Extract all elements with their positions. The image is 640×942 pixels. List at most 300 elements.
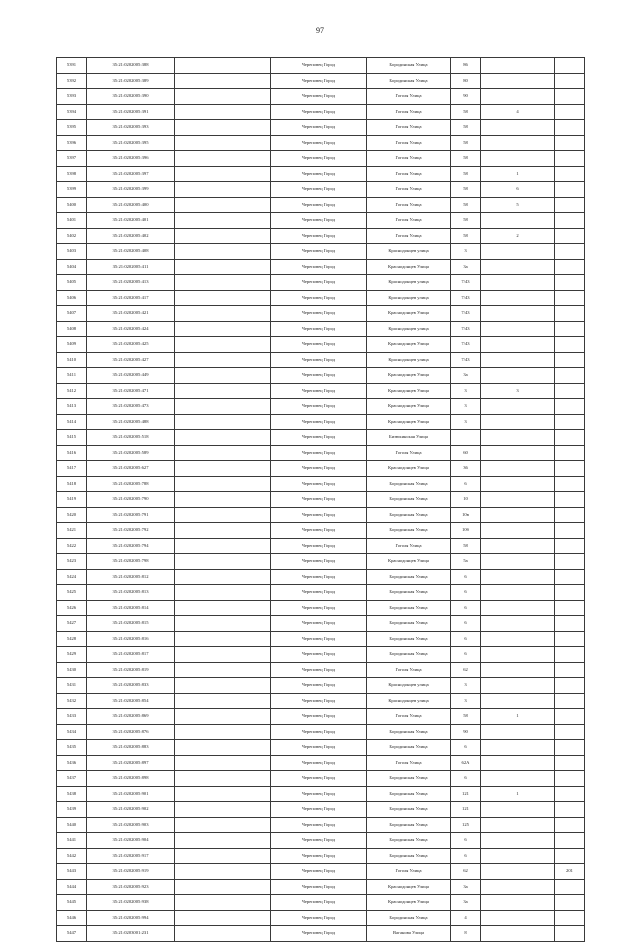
cell-house-number: 7/43 xyxy=(451,352,481,368)
table-row xyxy=(57,616,585,632)
table-row xyxy=(57,383,585,399)
cell-apartment: 201 xyxy=(555,864,585,880)
cell-house-number: 58 xyxy=(451,228,481,244)
cell-blank-cell xyxy=(175,368,271,384)
cell-cadastral-number: 35:21:0202005:883 xyxy=(87,740,175,756)
cell-cadastral-number: 35:21:0202005:790 xyxy=(87,492,175,508)
table-row xyxy=(57,554,585,570)
table-row xyxy=(57,337,585,353)
cell-cadastral-number: 35:21:0202005:994 xyxy=(87,910,175,926)
cell-street: Краснодонцев Улица xyxy=(367,895,451,911)
cell-cadastral-number: 35:21:0202005:391 xyxy=(87,104,175,120)
cell-street: Краснодонцев Улица xyxy=(367,306,451,322)
cell-building xyxy=(481,817,555,833)
cell-blank-cell xyxy=(175,802,271,818)
cell-building xyxy=(481,135,555,151)
cell-apartment xyxy=(555,368,585,384)
cell-record-number: 5408 xyxy=(57,321,87,337)
cell-house-number: 90 xyxy=(451,89,481,105)
table-row xyxy=(57,368,585,384)
cell-apartment xyxy=(555,926,585,942)
cell-building xyxy=(481,89,555,105)
cell-cadastral-number: 35:21:0202005:421 xyxy=(87,306,175,322)
cell-apartment xyxy=(555,631,585,647)
cell-cadastral-number: 35:21:0202005:488 xyxy=(87,414,175,430)
cell-blank-cell xyxy=(175,895,271,911)
cell-cadastral-number: 35:21:0202005:627 xyxy=(87,461,175,477)
cell-street: Краснодонцев улица xyxy=(367,693,451,709)
cell-blank-cell xyxy=(175,492,271,508)
table-row xyxy=(57,275,585,291)
cell-record-number: 5393 xyxy=(57,89,87,105)
cell-apartment xyxy=(555,275,585,291)
cell-blank-cell xyxy=(175,864,271,880)
cell-street: Бородинская Улица xyxy=(367,58,451,74)
cell-cadastral-number: 35:21:0202005:897 xyxy=(87,755,175,771)
cell-building xyxy=(481,616,555,632)
cell-record-number: 5406 xyxy=(57,290,87,306)
cell-settlement: Череповец Город xyxy=(271,693,367,709)
cell-settlement: Череповец Город xyxy=(271,492,367,508)
table-row xyxy=(57,58,585,74)
cell-cadastral-number: 35:21:0202005:788 xyxy=(87,476,175,492)
cell-house-number: 58 xyxy=(451,104,481,120)
cell-apartment xyxy=(555,166,585,182)
cell-record-number: 5446 xyxy=(57,910,87,926)
cell-building xyxy=(481,740,555,756)
cell-record-number: 5396 xyxy=(57,135,87,151)
cell-blank-cell xyxy=(175,182,271,198)
cell-record-number: 5434 xyxy=(57,724,87,740)
cell-record-number: 5414 xyxy=(57,414,87,430)
cell-building xyxy=(481,368,555,384)
cell-settlement: Череповец Город xyxy=(271,879,367,895)
cell-record-number: 5426 xyxy=(57,600,87,616)
cell-blank-cell xyxy=(175,771,271,787)
cell-house-number: 6 xyxy=(451,616,481,632)
cell-settlement: Череповец Город xyxy=(271,848,367,864)
cell-blank-cell xyxy=(175,662,271,678)
cell-house-number: 7/43 xyxy=(451,290,481,306)
cell-cadastral-number: 35:21:0202005:427 xyxy=(87,352,175,368)
cell-blank-cell xyxy=(175,693,271,709)
cell-street: Краснодонцев улица xyxy=(367,352,451,368)
cell-cadastral-number: 35:21:0202005:903 xyxy=(87,817,175,833)
cell-house-number: 6 xyxy=(451,848,481,864)
cell-house-number: 58 xyxy=(451,120,481,136)
cell-settlement: Череповец Город xyxy=(271,197,367,213)
cell-blank-cell xyxy=(175,414,271,430)
table-row xyxy=(57,724,585,740)
cell-record-number: 5410 xyxy=(57,352,87,368)
cell-apartment xyxy=(555,445,585,461)
table-row xyxy=(57,197,585,213)
cell-house-number: 90 xyxy=(451,724,481,740)
cell-building xyxy=(481,73,555,89)
cell-apartment xyxy=(555,306,585,322)
cell-apartment xyxy=(555,213,585,229)
cell-cadastral-number: 35:21:0202005:389 xyxy=(87,73,175,89)
cell-record-number: 5442 xyxy=(57,848,87,864)
cell-house-number: 58 xyxy=(451,166,481,182)
cell-street: Краснодонцев Улица xyxy=(367,337,451,353)
cell-street: Гоголя Улица xyxy=(367,151,451,167)
cell-settlement: Череповец Город xyxy=(271,135,367,151)
cell-house-number: 58 xyxy=(451,151,481,167)
cell-cadastral-number: 35:21:0202005:833 xyxy=(87,678,175,694)
cell-street: Бородинская Улица xyxy=(367,73,451,89)
cell-apartment xyxy=(555,58,585,74)
cell-house-number xyxy=(451,430,481,446)
cell-record-number: 5447 xyxy=(57,926,87,942)
cell-street: Гоголя Улица xyxy=(367,104,451,120)
cell-apartment xyxy=(555,197,585,213)
cell-apartment xyxy=(555,740,585,756)
cell-settlement: Череповец Город xyxy=(271,259,367,275)
cell-record-number: 5429 xyxy=(57,647,87,663)
cell-building: 6 xyxy=(481,182,555,198)
cell-blank-cell xyxy=(175,507,271,523)
table-row xyxy=(57,864,585,880)
cell-building xyxy=(481,864,555,880)
cell-settlement: Череповец Город xyxy=(271,476,367,492)
cell-record-number: 5400 xyxy=(57,197,87,213)
cell-street: Гоголя Улица xyxy=(367,135,451,151)
cell-settlement: Череповец Город xyxy=(271,275,367,291)
cell-street: Бородинская Улица xyxy=(367,507,451,523)
cell-apartment xyxy=(555,771,585,787)
cell-settlement: Череповец Город xyxy=(271,461,367,477)
table-row xyxy=(57,476,585,492)
cell-building xyxy=(481,492,555,508)
cell-settlement: Череповец Город xyxy=(271,585,367,601)
cell-settlement: Череповец Город xyxy=(271,104,367,120)
cell-house-number: 58 xyxy=(451,135,481,151)
cell-record-number: 5435 xyxy=(57,740,87,756)
table-row xyxy=(57,538,585,554)
cell-house-number: 3 xyxy=(451,244,481,260)
cell-settlement: Череповец Город xyxy=(271,910,367,926)
cell-building xyxy=(481,802,555,818)
cell-apartment xyxy=(555,321,585,337)
cell-record-number: 5417 xyxy=(57,461,87,477)
cell-apartment xyxy=(555,724,585,740)
cell-cadastral-number: 35:21:0202005:819 xyxy=(87,662,175,678)
cell-building xyxy=(481,879,555,895)
cell-blank-cell xyxy=(175,833,271,849)
cell-building xyxy=(481,631,555,647)
cell-settlement: Череповец Город xyxy=(271,523,367,539)
cell-house-number: 7/43 xyxy=(451,321,481,337)
cell-settlement: Череповец Город xyxy=(271,414,367,430)
cell-cadastral-number: 35:21:0202005:902 xyxy=(87,802,175,818)
cell-cadastral-number: 35:21:0202005:397 xyxy=(87,166,175,182)
cell-record-number: 5404 xyxy=(57,259,87,275)
cell-building xyxy=(481,848,555,864)
cell-settlement: Череповец Город xyxy=(271,213,367,229)
cell-cadastral-number: 35:21:0202005:589 xyxy=(87,445,175,461)
cell-house-number: 3 xyxy=(451,399,481,415)
cell-record-number: 5397 xyxy=(57,151,87,167)
table-row xyxy=(57,321,585,337)
cell-record-number: 5424 xyxy=(57,569,87,585)
cell-record-number: 5421 xyxy=(57,523,87,539)
cell-blank-cell xyxy=(175,399,271,415)
cell-building xyxy=(481,926,555,942)
cell-building xyxy=(481,352,555,368)
cell-blank-cell xyxy=(175,926,271,942)
cell-apartment xyxy=(555,662,585,678)
cell-blank-cell xyxy=(175,104,271,120)
cell-cadastral-number: 35:21:0202005:791 xyxy=(87,507,175,523)
cell-building xyxy=(481,290,555,306)
cell-building xyxy=(481,399,555,415)
table-row xyxy=(57,755,585,771)
cell-street: Гоголя Улица xyxy=(367,228,451,244)
cell-cadastral-number: 35:21:0202005:413 xyxy=(87,275,175,291)
cell-record-number: 5402 xyxy=(57,228,87,244)
cell-building xyxy=(481,755,555,771)
cell-settlement: Череповец Город xyxy=(271,368,367,384)
cell-settlement: Череповец Город xyxy=(271,802,367,818)
cell-blank-cell xyxy=(175,337,271,353)
cell-street: Бородинская Улица xyxy=(367,492,451,508)
cell-blank-cell xyxy=(175,600,271,616)
cell-settlement: Череповец Город xyxy=(271,864,367,880)
cell-apartment xyxy=(555,616,585,632)
cell-apartment xyxy=(555,182,585,198)
cell-blank-cell xyxy=(175,166,271,182)
cell-apartment xyxy=(555,120,585,136)
cell-street: Краснодонцев Улица xyxy=(367,368,451,384)
table-row xyxy=(57,833,585,849)
cell-record-number: 5440 xyxy=(57,817,87,833)
cell-settlement: Череповец Город xyxy=(271,771,367,787)
cell-apartment xyxy=(555,833,585,849)
cell-apartment xyxy=(555,337,585,353)
cell-house-number: 7/43 xyxy=(451,275,481,291)
cell-record-number: 5403 xyxy=(57,244,87,260)
cell-cadastral-number: 35:21:0202005:393 xyxy=(87,120,175,136)
cell-record-number: 5438 xyxy=(57,786,87,802)
cell-record-number: 5412 xyxy=(57,383,87,399)
cell-house-number: 3а xyxy=(451,368,481,384)
table-row xyxy=(57,926,585,942)
cell-street: Гоголя Улица xyxy=(367,538,451,554)
cell-house-number: 5а xyxy=(451,554,481,570)
cell-cadastral-number: 35:21:0202005:399 xyxy=(87,182,175,198)
cell-apartment xyxy=(555,104,585,120)
cell-house-number: 7/43 xyxy=(451,306,481,322)
cell-street: Гоголя Улица xyxy=(367,213,451,229)
table-row xyxy=(57,848,585,864)
cell-blank-cell xyxy=(175,321,271,337)
cell-cadastral-number: 35:21:0202005:923 xyxy=(87,879,175,895)
table-row xyxy=(57,120,585,136)
cell-house-number: 121 xyxy=(451,802,481,818)
registry-table xyxy=(56,57,585,942)
cell-cadastral-number: 35:21:0202005:904 xyxy=(87,833,175,849)
cell-street: Бородинская Улица xyxy=(367,848,451,864)
cell-house-number: 58 xyxy=(451,213,481,229)
cell-street: Бородинская Улица xyxy=(367,616,451,632)
cell-building xyxy=(481,585,555,601)
cell-record-number: 5430 xyxy=(57,662,87,678)
cell-cadastral-number: 35:21:0202005:901 xyxy=(87,786,175,802)
cell-street: Бородинская Улица xyxy=(367,910,451,926)
cell-building: 3 xyxy=(481,383,555,399)
cell-building xyxy=(481,662,555,678)
cell-building xyxy=(481,554,555,570)
cell-apartment xyxy=(555,802,585,818)
cell-building xyxy=(481,58,555,74)
cell-house-number: 4 xyxy=(451,910,481,926)
table-row xyxy=(57,244,585,260)
cell-settlement: Череповец Город xyxy=(271,724,367,740)
cell-street: Бородинская Улица xyxy=(367,740,451,756)
cell-house-number: 3а xyxy=(451,259,481,275)
cell-cadastral-number: 35:21:0202005:395 xyxy=(87,135,175,151)
cell-record-number: 5395 xyxy=(57,120,87,136)
table-row xyxy=(57,662,585,678)
table-row xyxy=(57,213,585,229)
cell-building xyxy=(481,476,555,492)
cell-blank-cell xyxy=(175,290,271,306)
cell-record-number: 5398 xyxy=(57,166,87,182)
cell-settlement: Череповец Город xyxy=(271,647,367,663)
page-number: 97 xyxy=(316,26,324,35)
cell-settlement: Череповец Город xyxy=(271,120,367,136)
cell-settlement: Череповец Город xyxy=(271,817,367,833)
cell-blank-cell xyxy=(175,554,271,570)
cell-apartment xyxy=(555,244,585,260)
cell-settlement: Череповец Город xyxy=(271,631,367,647)
cell-building xyxy=(481,337,555,353)
cell-apartment xyxy=(555,414,585,430)
cell-house-number: 6 xyxy=(451,740,481,756)
cell-record-number: 5441 xyxy=(57,833,87,849)
table-row xyxy=(57,771,585,787)
cell-street: Гоголя Улица xyxy=(367,182,451,198)
table-row xyxy=(57,879,585,895)
cell-blank-cell xyxy=(175,910,271,926)
cell-settlement: Череповец Город xyxy=(271,740,367,756)
cell-street: Бородинская Улица xyxy=(367,631,451,647)
cell-cadastral-number: 35:21:0202005:876 xyxy=(87,724,175,740)
cell-settlement: Череповец Город xyxy=(271,352,367,368)
cell-settlement: Череповец Город xyxy=(271,709,367,725)
table-row xyxy=(57,399,585,415)
cell-house-number: 58 xyxy=(451,538,481,554)
cell-house-number: 8 xyxy=(451,926,481,942)
cell-street: Гоголя Улица xyxy=(367,709,451,725)
cell-street: Краснодонцев улица xyxy=(367,321,451,337)
cell-cadastral-number: 35:21:0202005:817 xyxy=(87,647,175,663)
cell-street: Бородинская Улица xyxy=(367,771,451,787)
cell-street: Бородинская Улица xyxy=(367,786,451,802)
cell-settlement: Череповец Город xyxy=(271,321,367,337)
cell-apartment xyxy=(555,755,585,771)
cell-blank-cell xyxy=(175,259,271,275)
cell-street: Гоголя Улица xyxy=(367,197,451,213)
cell-street: Ваганова Улица xyxy=(367,926,451,942)
cell-cadastral-number: 35:21:0202005:388 xyxy=(87,58,175,74)
cell-house-number: 3а xyxy=(451,879,481,895)
cell-apartment xyxy=(555,476,585,492)
cell-building xyxy=(481,833,555,849)
cell-building xyxy=(481,321,555,337)
cell-building xyxy=(481,445,555,461)
cell-record-number: 5416 xyxy=(57,445,87,461)
cell-apartment xyxy=(555,585,585,601)
cell-cadastral-number: 35:21:0202005:411 xyxy=(87,259,175,275)
cell-cadastral-number: 35:21:0202005:814 xyxy=(87,600,175,616)
cell-street: Краснодонцев Улица xyxy=(367,879,451,895)
cell-house-number: 6 xyxy=(451,647,481,663)
table-row xyxy=(57,182,585,198)
cell-house-number: 3 xyxy=(451,678,481,694)
cell-street: Бородинская Улица xyxy=(367,523,451,539)
table-row xyxy=(57,135,585,151)
cell-building xyxy=(481,600,555,616)
cell-blank-cell xyxy=(175,647,271,663)
cell-cadastral-number: 35:21:0202005:402 xyxy=(87,228,175,244)
cell-street: Бородинская Улица xyxy=(367,647,451,663)
cell-street: Гоголя Улица xyxy=(367,662,451,678)
cell-blank-cell xyxy=(175,383,271,399)
cell-building xyxy=(481,678,555,694)
cell-blank-cell xyxy=(175,755,271,771)
cell-apartment xyxy=(555,848,585,864)
cell-settlement: Череповец Город xyxy=(271,182,367,198)
cell-street: Гоголя Улица xyxy=(367,166,451,182)
cell-building: 1 xyxy=(481,786,555,802)
cell-apartment xyxy=(555,678,585,694)
cell-record-number: 5425 xyxy=(57,585,87,601)
cell-blank-cell xyxy=(175,89,271,105)
cell-apartment xyxy=(555,492,585,508)
cell-street: Краснодонцев Улица xyxy=(367,259,451,275)
table-row xyxy=(57,910,585,926)
cell-blank-cell xyxy=(175,197,271,213)
cell-blank-cell xyxy=(175,135,271,151)
cell-settlement: Череповец Город xyxy=(271,306,367,322)
cell-house-number: 80 xyxy=(451,73,481,89)
cell-street: Краснодонцев улица xyxy=(367,290,451,306)
cell-cadastral-number: 35:21:0202005:471 xyxy=(87,383,175,399)
cell-record-number: 5391 xyxy=(57,58,87,74)
cell-blank-cell xyxy=(175,430,271,446)
cell-blank-cell xyxy=(175,306,271,322)
cell-settlement: Череповец Город xyxy=(271,399,367,415)
cell-building xyxy=(481,213,555,229)
cell-building: 1 xyxy=(481,709,555,725)
cell-house-number: 3 xyxy=(451,383,481,399)
cell-blank-cell xyxy=(175,631,271,647)
cell-blank-cell xyxy=(175,848,271,864)
cell-apartment xyxy=(555,817,585,833)
cell-blank-cell xyxy=(175,476,271,492)
cell-record-number: 5432 xyxy=(57,693,87,709)
cell-settlement: Череповец Город xyxy=(271,58,367,74)
cell-house-number: 6 xyxy=(451,476,481,492)
cell-apartment xyxy=(555,709,585,725)
cell-blank-cell xyxy=(175,244,271,260)
table-row xyxy=(57,306,585,322)
cell-house-number: 3 xyxy=(451,414,481,430)
cell-record-number: 5399 xyxy=(57,182,87,198)
cell-apartment xyxy=(555,538,585,554)
